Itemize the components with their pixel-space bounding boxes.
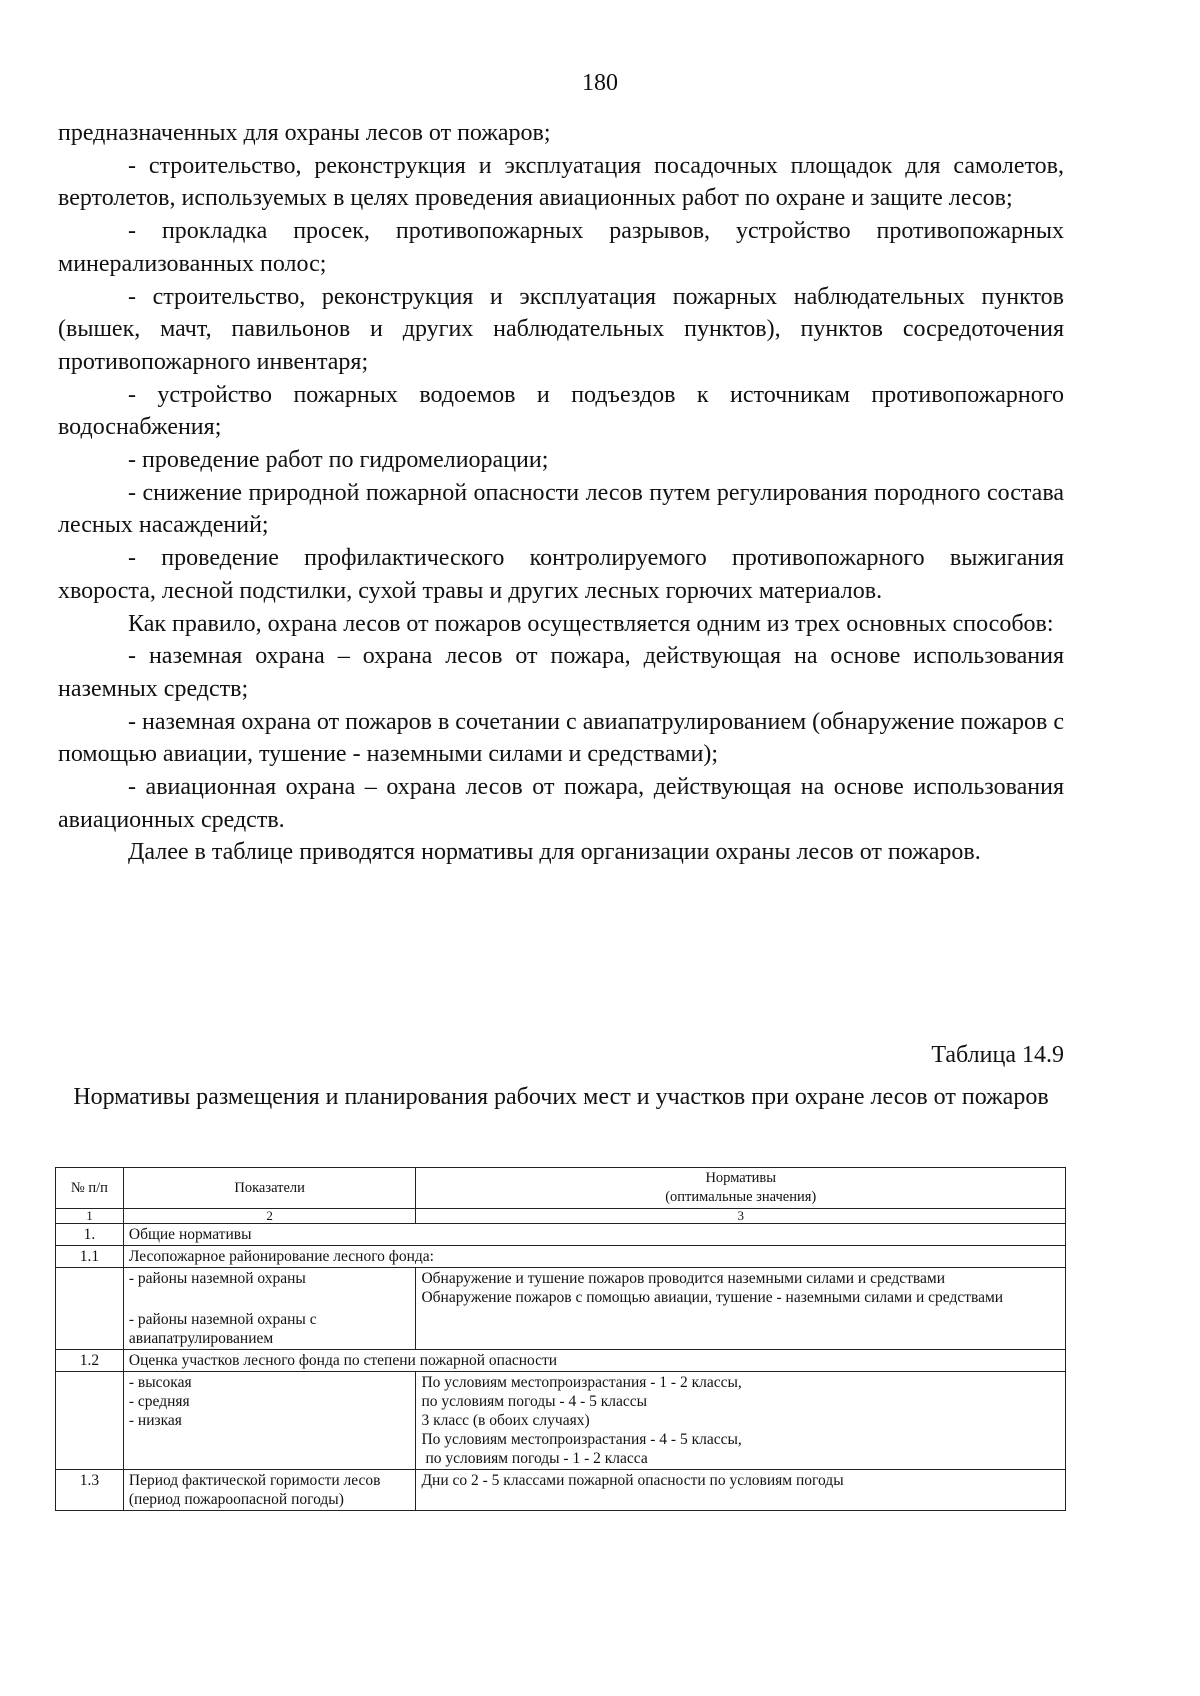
table-title: Нормативы размещения и планирования рабочих мест и участков при охране лесов от пожаров [73,1084,1049,1110]
row-num [56,1268,124,1350]
list-item: - прокладка просек, противопожарных разрывов, устройство противопожарных минерализованных полос; [58,218,1064,277]
norm-line: 3 класс (в обоих случаях) [421,1412,590,1429]
list-item: - авиационная охрана – охрана лесов от пожара, действующая на основе использования авиационных средств. [58,774,1064,833]
table-row [56,1372,1066,1470]
list-item: - наземная охрана – охрана лесов от пожара, действующая на основе использования наземных средств; [58,643,1064,702]
index-cell: 1 [56,1209,124,1224]
table-row [56,1246,1066,1268]
row-num: 1. [56,1224,124,1246]
header-norm-line: (оптимальные значения) [665,1189,817,1205]
body-text [58,117,1064,869]
norm-cell: Дни со 2 - 5 классами пожарной опасности по условиям погоды [416,1470,1066,1511]
norm-cell [416,1268,1066,1350]
indicator-line: - районы наземной охраны с авиапатрулированием [128,1311,317,1347]
section-label: Оценка участков лесного фонда по степени пожарной опасности [123,1350,1065,1372]
section-label: Лесопожарное районирование лесного фонда: [123,1246,1065,1268]
index-cell: 2 [123,1209,416,1224]
header-norm-line: Нормативы [705,1170,777,1186]
page-number: 180 [582,70,618,96]
table-row [56,1224,1066,1246]
header-num: № п/п [56,1168,124,1209]
row-num: 1.2 [56,1350,124,1372]
list-item: - строительство, реконструкция и эксплуатация посадочных площадок для самолетов, вертолетов, используемых в целях проведения авиационных работ по охране и защите лесов; [58,152,1064,212]
indicator-line: - районы наземной охраны [128,1270,306,1287]
row-num [56,1372,124,1470]
list-item: - устройство пожарных водоемов и подъездов к источникам противопожарного водоснабжения; [58,381,1064,441]
index-cell: 3 [416,1209,1066,1224]
list-item: - снижение природной пожарной опасности лесов путем регулирования породного состава лесных насаждений; [58,479,1064,539]
table-index-row [56,1209,1066,1224]
indicator-line: - высокая [128,1374,192,1391]
indicator-cell [123,1268,416,1350]
norm-cell [416,1372,1066,1470]
norm-line: Обнаружение и тушение пожаров проводится наземными силами и средствами [421,1270,946,1287]
row-num: 1.1 [56,1246,124,1268]
section-label: Общие нормативы [123,1224,1065,1246]
list-item: - строительство, реконструкция и эксплуатация пожарных наблюдательных пунктов (вышек, мачт, павильонов и других наблюдательных пунктов), пунктов сосредоточения противопожарного инвентаря; [58,283,1064,375]
table-row [56,1350,1066,1372]
paragraph: Как правило, охрана лесов от пожаров осуществляется одним из трех основных способов: [128,610,1054,637]
norm-line: по условиям погоды - 1 - 2 класса [425,1450,648,1467]
indicator-cell: Период фактической горимости лесов (период пожароопасной погоды) [123,1470,416,1511]
norm-line: Обнаружение пожаров с помощью авиации, тушение - наземными силами и средствами [421,1289,1004,1306]
list-item: - наземная охрана от пожаров в сочетании с авиапатрулированием (обнаружение пожаров с помощью авиации, тушение - наземными силами и средствами); [58,708,1064,768]
row-num: 1.3 [56,1470,124,1511]
indicator-cell [123,1372,416,1470]
table-row [56,1268,1066,1350]
norm-line: По условиям местопроизрастания - 1 - 2 классы, [421,1374,742,1391]
header-indicator: Показатели [123,1168,416,1209]
norm-line: По условиям местопроизрастания - 4 - 5 классы, [421,1431,742,1448]
norms-table [55,1167,1066,1511]
header-norm [416,1168,1066,1209]
indicator-line: - низкая [128,1412,182,1429]
table-row [56,1470,1066,1511]
norm-line: по условиям погоды - 4 - 5 классы [421,1393,648,1410]
table-header-row [56,1168,1066,1209]
list-item: - проведение профилактического контролируемого противопожарного выжигания хвороста, лесной подстилки, сухой травы и других лесных горючих материалов. [58,545,1064,604]
list-item: - проведение работ по гидромелиорации; [128,447,549,474]
table-caption: Таблица 14.9 [931,1042,1064,1068]
paragraph: Далее в таблице приводятся нормативы для организации охраны лесов от пожаров. [128,839,981,866]
paragraph: предназначенных для охраны лесов от пожаров; [58,120,551,146]
indicator-line: - средняя [128,1393,190,1410]
